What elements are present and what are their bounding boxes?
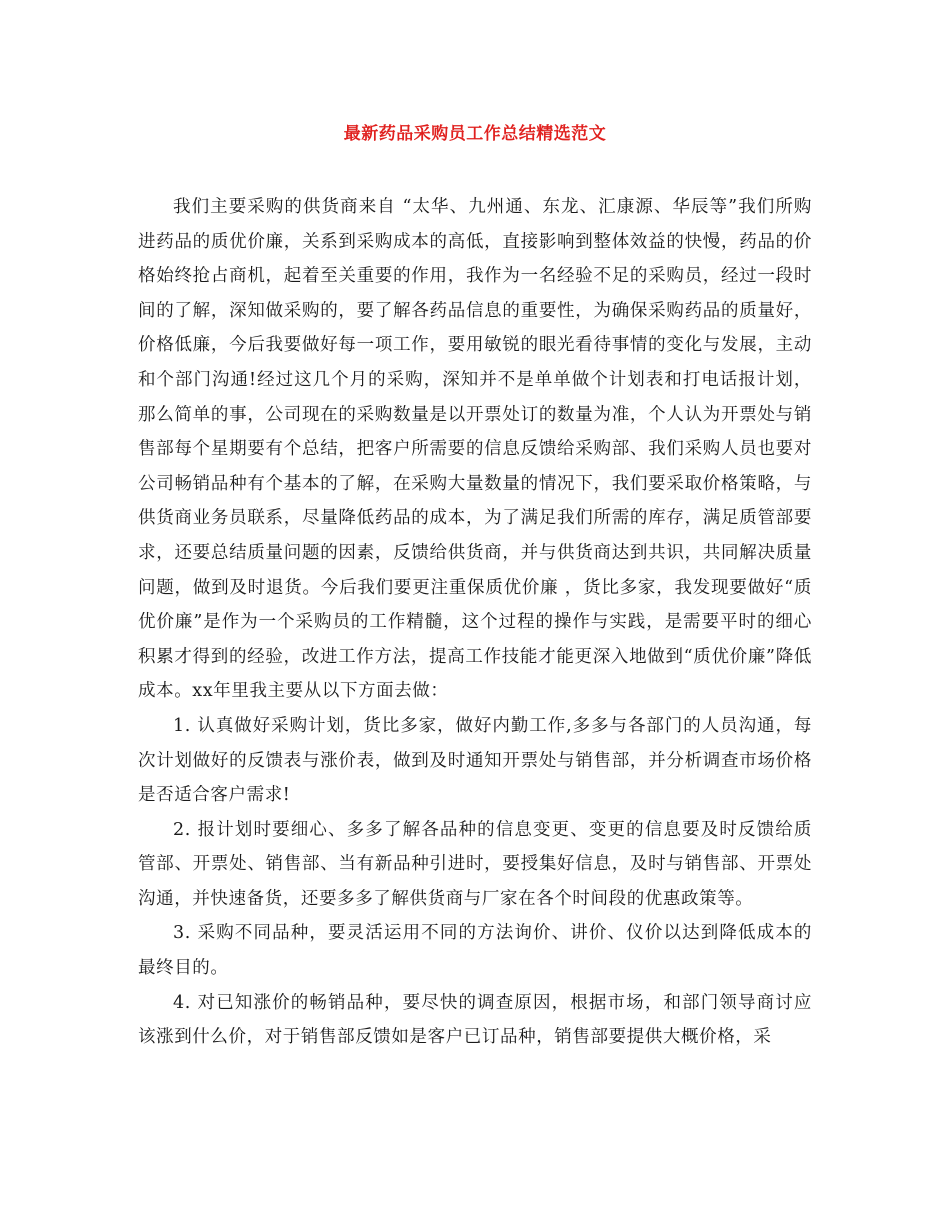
paragraph-item-1: 1. 认真做好采购计划，货比多家，做好内勤工作,多多与各部门的人员沟通，每次计划做好的反馈表与涨价表，做到及时通知开票处与销售部，并分析调查市场价格是否适合客户需求! xyxy=(138,715,812,806)
document-body xyxy=(138,190,812,1055)
paragraph-item-3: 3. 采购不同品种，要灵活运用不同的方法询价、讲价、仪价以达到降低成本的最终目的。 xyxy=(138,923,812,979)
document-title: 最新药品采购员工作总结精选范文 xyxy=(343,124,607,144)
paragraph-item-4: 4. 对已知涨价的畅销品种，要尽快的调查原因，根据市场，和部门领导商讨应该涨到什么价，对于销售部反馈如是客户已订品种，销售部要提供大概价格，采 xyxy=(138,992,812,1048)
paragraph-item-2: 2. 报计划时要细心、多多了解各品种的信息变更、变更的信息要及时反馈给质管部、开票处、销售部、当有新品种引进时，要授集好信息，及时与销售部、开票处沟通，并快速备货，还要多多了解供货商与厂家在各个时间段的优惠政策等。 xyxy=(138,819,812,909)
paragraph-intro: 我们主要采购的供货商来自 “太华、九州通、东龙、汇康源、华辰等”我们所购进药品的质优价廉，关系到采购成本的高低，直接影响到整体效益的快慢，药品的价格始终抢占商机，起着至关重要的作用，我作为一名经验不足的采购员，经过一段时间的了解，深知做采购的，要了解各药品信息的重要性，为确保采购药品的质量好，价格低廉，今后我要做好每一项工作，要用敏锐的眼光看待事情的变化与发展，主动和个部门沟通!经过这几个月的采购，深知并不是单单做个计划表和打电话报计划，那么简单的事，公司现在的采购数量是以开票处订的数量为准，个人认为开票处与销售部每个星期要有个总结，把客户所需要的信息反馈给采购部、我们采购人员也要对公司畅销品种有个基本的了解，在采购大量数量的情况下，我们要采取价格策略，与供货商业务员联系，尽量降低药品的成本，为了满足我们所需的库存，满足质管部要求，还要总结质量问题的因素，反馈给供货商，并与供货商达到共识，共同解决质量问题，做到及时退货。今后我们要更注重保质优价廉 ，货比多家，我发现要做好“质优价廉”是作为一个采购员的工作精髓，这个过程的操作与实践，是需要平时的细心积累才得到的经验，改进工作方法，提高工作技能才能更深入地做到“质优价廉”降低成本。xx年里我主要从以下方面去做： xyxy=(138,197,812,702)
